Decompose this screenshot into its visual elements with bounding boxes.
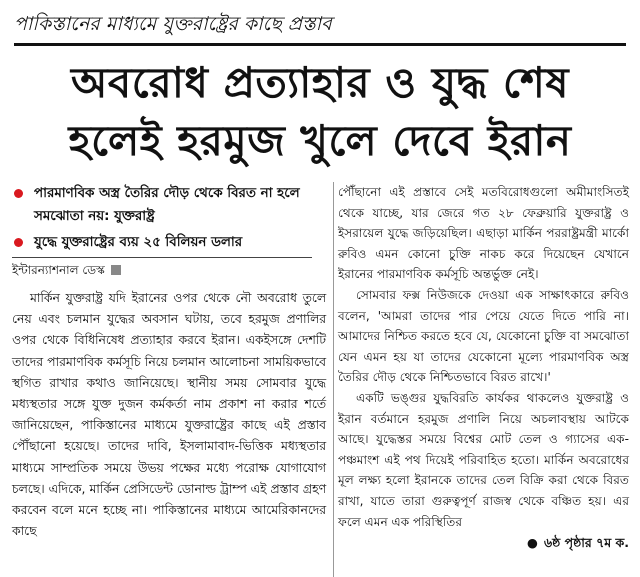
headline xyxy=(10,54,630,170)
article-body-left: মার্কিন যুক্তরাষ্ট্র যদি ইরানের ওপর থেকে নৌ অবরোধ তুলে নেয় এবং চলমান যুদ্ধের অবসান ঘটায়, তবে হরমুজ প্রণালির ওপর থেকে বিধিনিষেধ প্রত্যাহার করবে ইরান। একইসঙ্গে দেশটি তাদের পারমাণবিক কর্মসূচি নিয়ে চলমান আলোচনা সাময়িকভাবে স্থগিত রাখার কথাও জানিয়েছে। স্থানীয় সময় সোমবার যুদ্ধে মধ্যস্থতার সঙ্গে যুক্ত দুজন কর্মকর্তা নাম প্রকাশ না করার শর্তে জানিয়েছেন, পাকিস্তানের মাধ্যমে যুক্তরাষ্ট্রের কাছে এই প্রস্তাব পৌঁছানো হয়েছে। তাদের দাবি, ইসলামাবাদ-ভিত্তিক মধ্যস্থতার মাধ্যমে সাম্প্রতিক সময়ে উভয় পক্ষের মধ্যে পরোক্ষ যোগাযোগ চলছে। এদিকে, মার্কিন প্রেসিডেন্ট ডোনাল্ড ট্রাম্প এই প্রস্তাব গ্রহণ করবেন বলে মনে হচ্ছে না। পাকিস্তানের মাধ্যমে আমেরিকানদের কাছে xyxy=(12,291,326,539)
highlight-text: পারমাণবিক অস্ত্র তৈরির দৌড় থেকে বিরত না হলে সমঝোতা নয়: যুক্তরাষ্ট্র xyxy=(34,186,300,224)
headline-line-2: হলেই হরমুজ খুলে দেবে ইরান xyxy=(68,116,572,165)
right-column xyxy=(333,182,629,577)
bullet-dot-icon xyxy=(14,238,23,247)
article-paragraph: পৌঁছানো এই প্রস্তাবে সেই মতবিরোধগুলো অমীমাংসিতই থেকে যাচ্ছে, যার জেরে গত ২৮ ফেব্রুয়ারি যুক্তরাষ্ট্র ও ইসরায়েল যুদ্ধে জড়িয়েছিল। এছাড়া মার্কিন পররাষ্ট্রমন্ত্রী মার্কো রুবিও এমন কোনো চুক্তি নাকচ করে দিয়েছেন যেখানে ইরানের পারমাণবিক কর্মসূচি অন্তর্ভুক্ত নেই। xyxy=(338,185,629,282)
bullet-dot-icon xyxy=(14,189,23,198)
divider xyxy=(12,257,312,258)
highlight-item xyxy=(12,231,326,254)
jump-text: ৬ষ্ঠ পৃষ্ঠার ৭ম ক. xyxy=(543,535,629,551)
dateline xyxy=(12,260,326,280)
article-paragraph: সোমবার ফক্স নিউজকে দেওয়া এক সাক্ষাৎকারে রুবিও বলেন, 'আমরা তাদের পার পেয়ে যেতে দিতে পারি না। আমাদের নিশ্চিত করতে হবে যে, যেকোনো চুক্তি বা সমঝোতা যেন এমন হয় যা তাদের যেকোনো মূল্যে পারমাণবিক অস্ত্র তৈরির দৌড় থেকে নিশ্চিতভাবে বিরত রাখে।' xyxy=(338,287,629,385)
bullet-icon: ● xyxy=(527,535,538,551)
left-column xyxy=(12,182,326,542)
square-icon xyxy=(111,265,121,275)
kicker-text: পাকিস্তানের মাধ্যমে যুক্তরাষ্ট্রের কাছে প্রস্তাব xyxy=(14,13,332,35)
kicker-bar xyxy=(14,6,626,46)
headline-line-1: অবরোধ প্রত্যাহার ও যুদ্ধ শেষ xyxy=(71,58,569,107)
continued-on-page xyxy=(338,532,629,554)
article-paragraph: একটি ভঙ্গুর যুদ্ধবিরতি কার্যকর থাকলেও যুক্তরাষ্ট্র ও ইরান বর্তমানে হরমুজ প্রণালি নিয়ে অচলাবস্থায় আটকে আছে। যুদ্ধেস্তর সময়ে বিশ্বের মোট তেল ও গ্যাসের এক-পঞ্চমাংশ এই পথ দিয়েই পরিবাহিত হতো। মার্কিন অবরোধের মূল লক্ষ্য হলো ইরানকে তাদের তেল বিক্রি করা থেকে বিরত রাখা, যাতে তারা গুরুত্বপূর্ণ রাজস্ব থেকে বঞ্চিত হয়। এর ফলে এমন এক পরিস্থিতির xyxy=(338,390,629,529)
dateline-text: ইন্টারন্যাশনাল ডেস্ক xyxy=(12,263,105,277)
highlight-item xyxy=(12,182,326,228)
highlight-text: যুদ্ধে যুক্তরাষ্ট্রের ব্যয় ২৫ বিলিয়ন ডলার xyxy=(34,235,243,250)
